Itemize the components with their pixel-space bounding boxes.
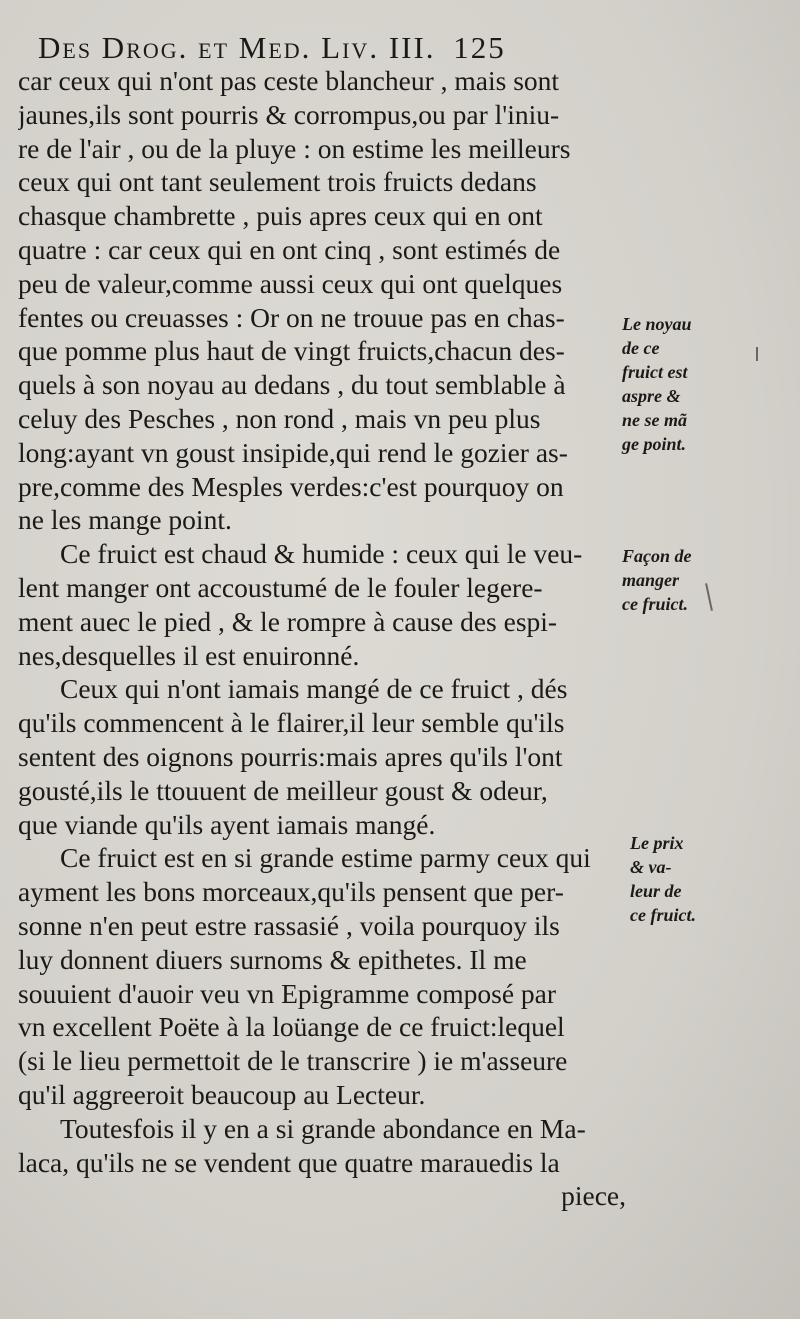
margin-note-line: ce fruict. — [622, 594, 688, 614]
text-line: sentent des oignons pourris:mais apres qu'ils l'ont — [18, 740, 563, 772]
text-line: qu'ils commencent à le flairer,il leur semble qu'ils — [18, 707, 565, 739]
margin-note-line: & va- — [630, 857, 672, 877]
text-line: jaunes,ils sont pourris & corrompus,ou par l'iniu- — [18, 98, 560, 130]
margin-note-line: Façon de — [622, 546, 692, 566]
text-line: gousté,ils le ttouuent de meilleur goust & odeur, — [18, 774, 548, 806]
text-line: quatre : car ceux qui en ont cinq , sont estimés de — [18, 233, 561, 265]
text-line: car ceux qui n'ont pas ceste blancheur , mais sont — [18, 65, 560, 96]
margin-note-line: aspre & — [622, 386, 681, 406]
running-title: Des Drog. et Med. Liv. III. — [38, 30, 436, 65]
text-line: vn excellent Poëte à la loüange de ce fruict:lequel — [18, 1011, 565, 1043]
main-text — [18, 64, 628, 1213]
text-line: celuy des Pesches , non rond , mais vn peu plus — [18, 402, 541, 434]
page-number: 125 — [453, 30, 506, 65]
margin-note-line: fruict est — [622, 362, 688, 382]
margin-note-line: leur de — [630, 881, 682, 901]
text-line: ayment les bons morceaux,qu'ils pensent que per- — [18, 876, 564, 908]
text-line: re de l'air , ou de la pluye : on estime les meilleurs — [18, 132, 571, 164]
ink-mark — [756, 347, 758, 361]
margin-note-line: ce fruict. — [630, 905, 696, 925]
paragraph-start-line: Ce fruict est en si grande estime parmy ceux qui — [60, 842, 591, 874]
text-line: (si le lieu permettoit de le transcrire ) ie m'asseure — [18, 1045, 568, 1077]
text-line: qu'il aggreeroit beaucoup au Lecteur. — [18, 1078, 426, 1110]
paragraph-start-line: Ceux qui n'ont iamais mangé de ce fruict , dés — [60, 673, 568, 705]
running-header — [38, 30, 618, 66]
text-line: sonne n'en peut estre rassasié , voila pourquoy ils — [18, 909, 560, 941]
margin-note-line: Le noyau — [622, 314, 692, 334]
paragraph-start-line: Toutesfois il y en a si grande abondance en Ma- — [60, 1112, 586, 1144]
text-line: pre,comme des Mesples verdes:c'est pourquoy on — [18, 470, 564, 502]
text-line: que pomme plus haut de vingt fruicts,chacun des- — [18, 335, 565, 367]
text-line: fentes ou creuasses : Or on ne trouue pas en chas- — [18, 301, 565, 333]
text-line: nes,desquelles il est enuironné. — [18, 639, 360, 671]
margin-note-line: ne se mã — [622, 410, 687, 430]
text-line: luy donnent diuers surnoms & epithetes. Il me — [18, 943, 527, 975]
text-line: ceux qui ont tant seulement trois fruicts dedans — [18, 166, 537, 198]
margin-note-facon — [622, 544, 722, 616]
margin-note-line: ge point. — [622, 434, 687, 454]
text-line: ment auec le pied , & le rompre à cause des espi- — [18, 605, 558, 637]
text-line: chasque chambrette , puis apres ceux qui en ont — [18, 200, 543, 232]
text-line: lent manger ont accoustumé de le fouler legere- — [18, 571, 543, 603]
margin-note-line: manger — [622, 570, 680, 590]
catchword-line: piece, — [561, 1180, 626, 1212]
text-line: laca, qu'ils ne se vendent que quatre marauedis la — [18, 1146, 560, 1178]
text-line: souuient d'auoir veu vn Epigramme composé par — [18, 977, 557, 1009]
text-line: quels à son noyau au dedans , du tout semblable à — [18, 369, 566, 401]
text-line: que viande qu'ils ayent iamais mangé. — [18, 808, 436, 840]
text-line: ne les mange point. — [18, 504, 232, 536]
margin-note-prix — [630, 831, 730, 927]
margin-note-line: Le prix — [630, 833, 684, 853]
margin-note-noyau — [622, 312, 722, 456]
text-line: peu de valeur,comme aussi ceux qui ont quelques — [18, 267, 563, 299]
paragraph-start-line: Ce fruict est chaud & humide : ceux qui le veu- — [60, 538, 583, 570]
text-line: long:ayant vn goust insipide,qui rend le gozier as- — [18, 436, 568, 468]
margin-note-line: de ce — [622, 338, 660, 358]
